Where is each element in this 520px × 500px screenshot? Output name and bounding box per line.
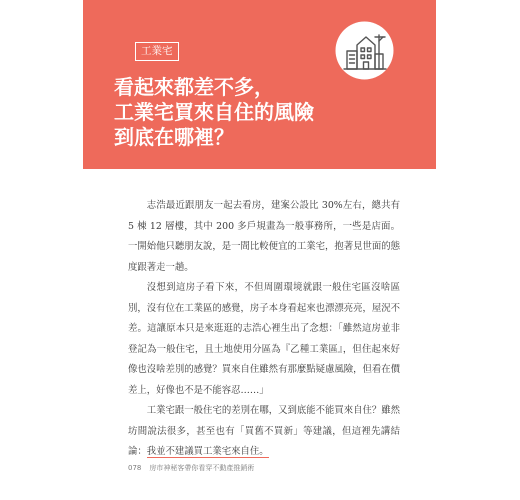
- chapter-title-line: 到底在哪裡？: [114, 125, 234, 149]
- conclusion-text: 我並不建議買工業宅來自住。: [146, 446, 269, 457]
- paragraph: 志浩最近跟朋友一起去看房，建案公設比 30%左右，總共有 5 棟 12 層樓，其中 200 多戶規畫為一般事務所，一些是店面。一開始他只聽朋友說，是一間比較便宜的工業宅，抱著見世面的態度跟著走一趟。: [128, 200, 400, 273]
- category-tag: 工業宅: [135, 42, 179, 61]
- page-number: 078: [128, 464, 142, 472]
- chapter-title-line: 工業宅買來自住的風險: [114, 100, 314, 124]
- chapter-header: [83, 0, 436, 169]
- building-icon: [335, 21, 394, 80]
- paragraph-text: 工業宅跟一般住宅的差別在哪，又到底能不能買來自住？雖然坊間說法很多，甚至也有「買舊不買新」等建議，但這裡先講結論：: [128, 405, 400, 457]
- paragraph: [128, 401, 400, 463]
- book-title: 房市神秘客帶你看穿不動產推銷術: [149, 464, 255, 472]
- page-footer: [128, 463, 254, 473]
- chapter-title-line: 看起來都差不多，: [114, 75, 274, 99]
- chapter-title: [114, 75, 374, 150]
- paragraph: 沒想到這房子看下來，不但周圍環境就跟一般住宅區沒啥區別，沒有位在工業區的感覺，房子本身看起來也漂漂亮亮，屋況不差。這讓原本只是來逛逛的志浩心裡生出了念想：「雖然這房並非登記為一般住宅，且土地使用分區為『乙種工業區』，但住起來好像也沒啥差別的感覺？買來自住雖然有那麼點疑慮風險，但看在價差上，好像也不是不能容忍……」: [128, 282, 400, 396]
- article-body: [128, 196, 400, 463]
